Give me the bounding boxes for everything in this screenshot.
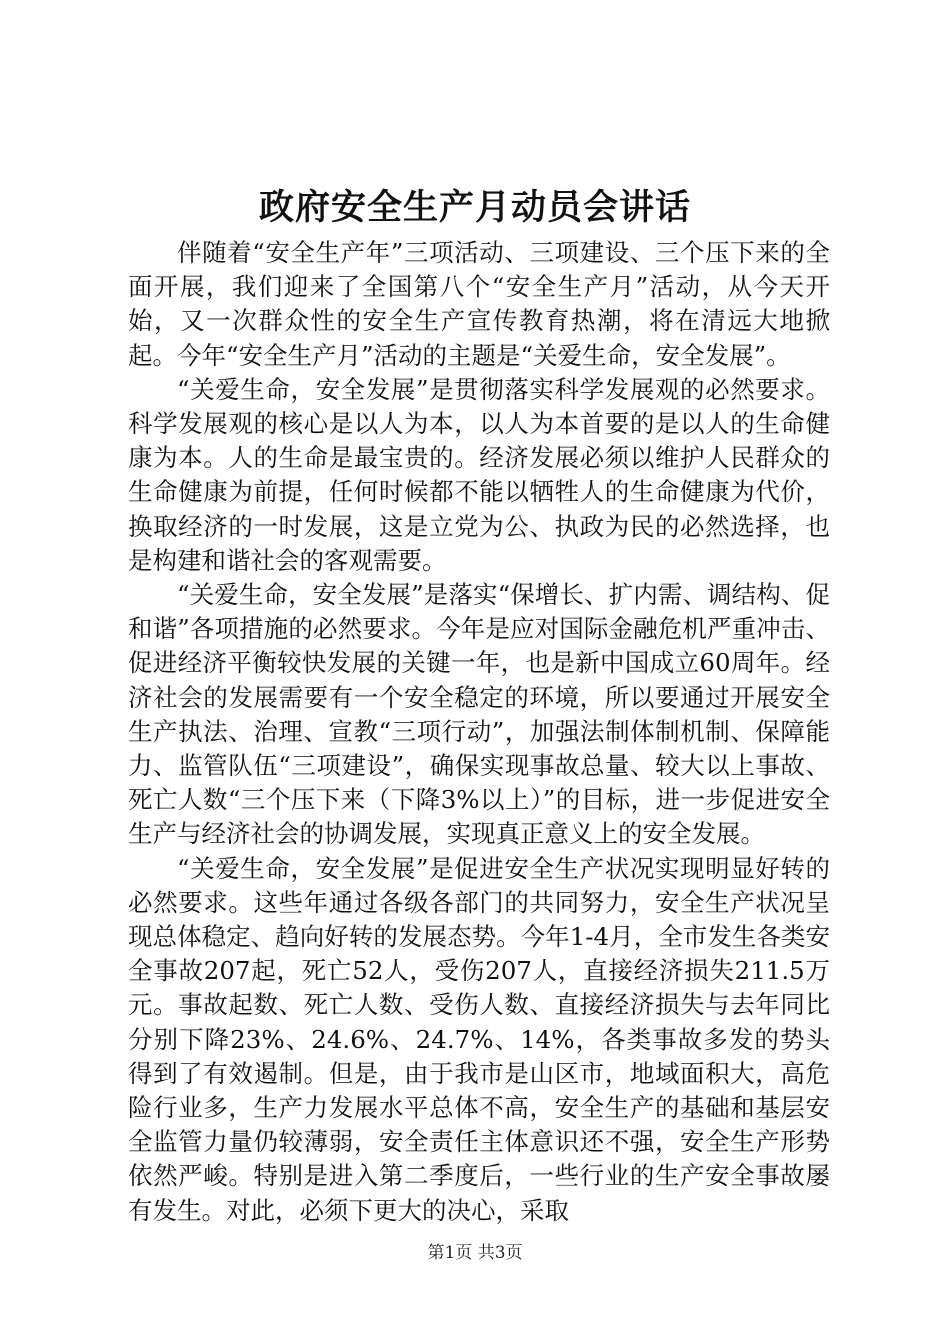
page-number-footer: 第1页 共3页 — [427, 1243, 523, 1263]
page-title: 政府安全生产月动员会讲话 — [258, 187, 691, 228]
paragraph: “关爱生命，安全发展”是落实“保增长、扩内需、调结构、促和谐”各项措施的必然要求。今年是应对国际金融危机严重冲击、促进经济平衡较快发展的关键一年，也是新中国成立60周年。经济社会的发展需要有一个安全稳定的环境，所以要通过开展安全生产执法、治理、宣教“三项行动”，加强法制体制机制、保障能力、监管队伍“三项建设”，确保实现事故总量、较大以上事故、死亡人数“三个压下来（下降3%以上）”的目标，进一步促进安全生产与经济社会的协调发展，实现真正意义上的安全发展。 — [128, 580, 830, 849]
paragraph: “关爱生命，安全发展”是促进安全生产状况实现明显好转的必然要求。这些年通过各级各部门的共同努力，安全生产状况呈现总体稳定、趋向好转的发展态势。今年1-4月，全市发生各类安全事故207起，死亡52人，受伤207人，直接经济损失211.5万元。事故起数、死亡人数、受伤人数、直接经济损失与去年同比分别下降23%、24.6%、24.7%、14%，各类事故多发的势头得到了有效遏制。但是，由于我市是山区市，地域面积大，高危险行业多，生产力发展水平总体不高，安全生产的基础和基层安全监管力量仍较薄弱，安全责任主体意识还不强，安全生产形势依然严峻。特别是进入第二季度后，一些行业的生产安全事故屡有发生。对此，必须下更大的决心，采取 — [128, 853, 830, 1225]
document-body — [128, 236, 830, 1228]
paragraph: 伴随着“安全生产年”三项活动、三项建设、三个压下来的全面开展，我们迎来了全国第八个“安全生产月”活动，从今天开始，又一次群众性的安全生产宣传教育热潮，将在清远大地掀起。今年“安全生产月”活动的主题是“关爱生命，安全发展”。 — [128, 238, 830, 370]
paragraph: “关爱生命，安全发展”是贯彻落实科学发展观的必然要求。科学发展观的核心是以人为本，以人为本首要的是以人的生命健康为本。人的生命是最宝贵的。经济发展必须以维护人民群众的生命健康为前提，任何时候都不能以牺牲人的生命健康为代价，换取经济的一时发展，这是立党为公、执政为民的必然选择，也是构建和谐社会的客观需要。 — [128, 374, 830, 575]
